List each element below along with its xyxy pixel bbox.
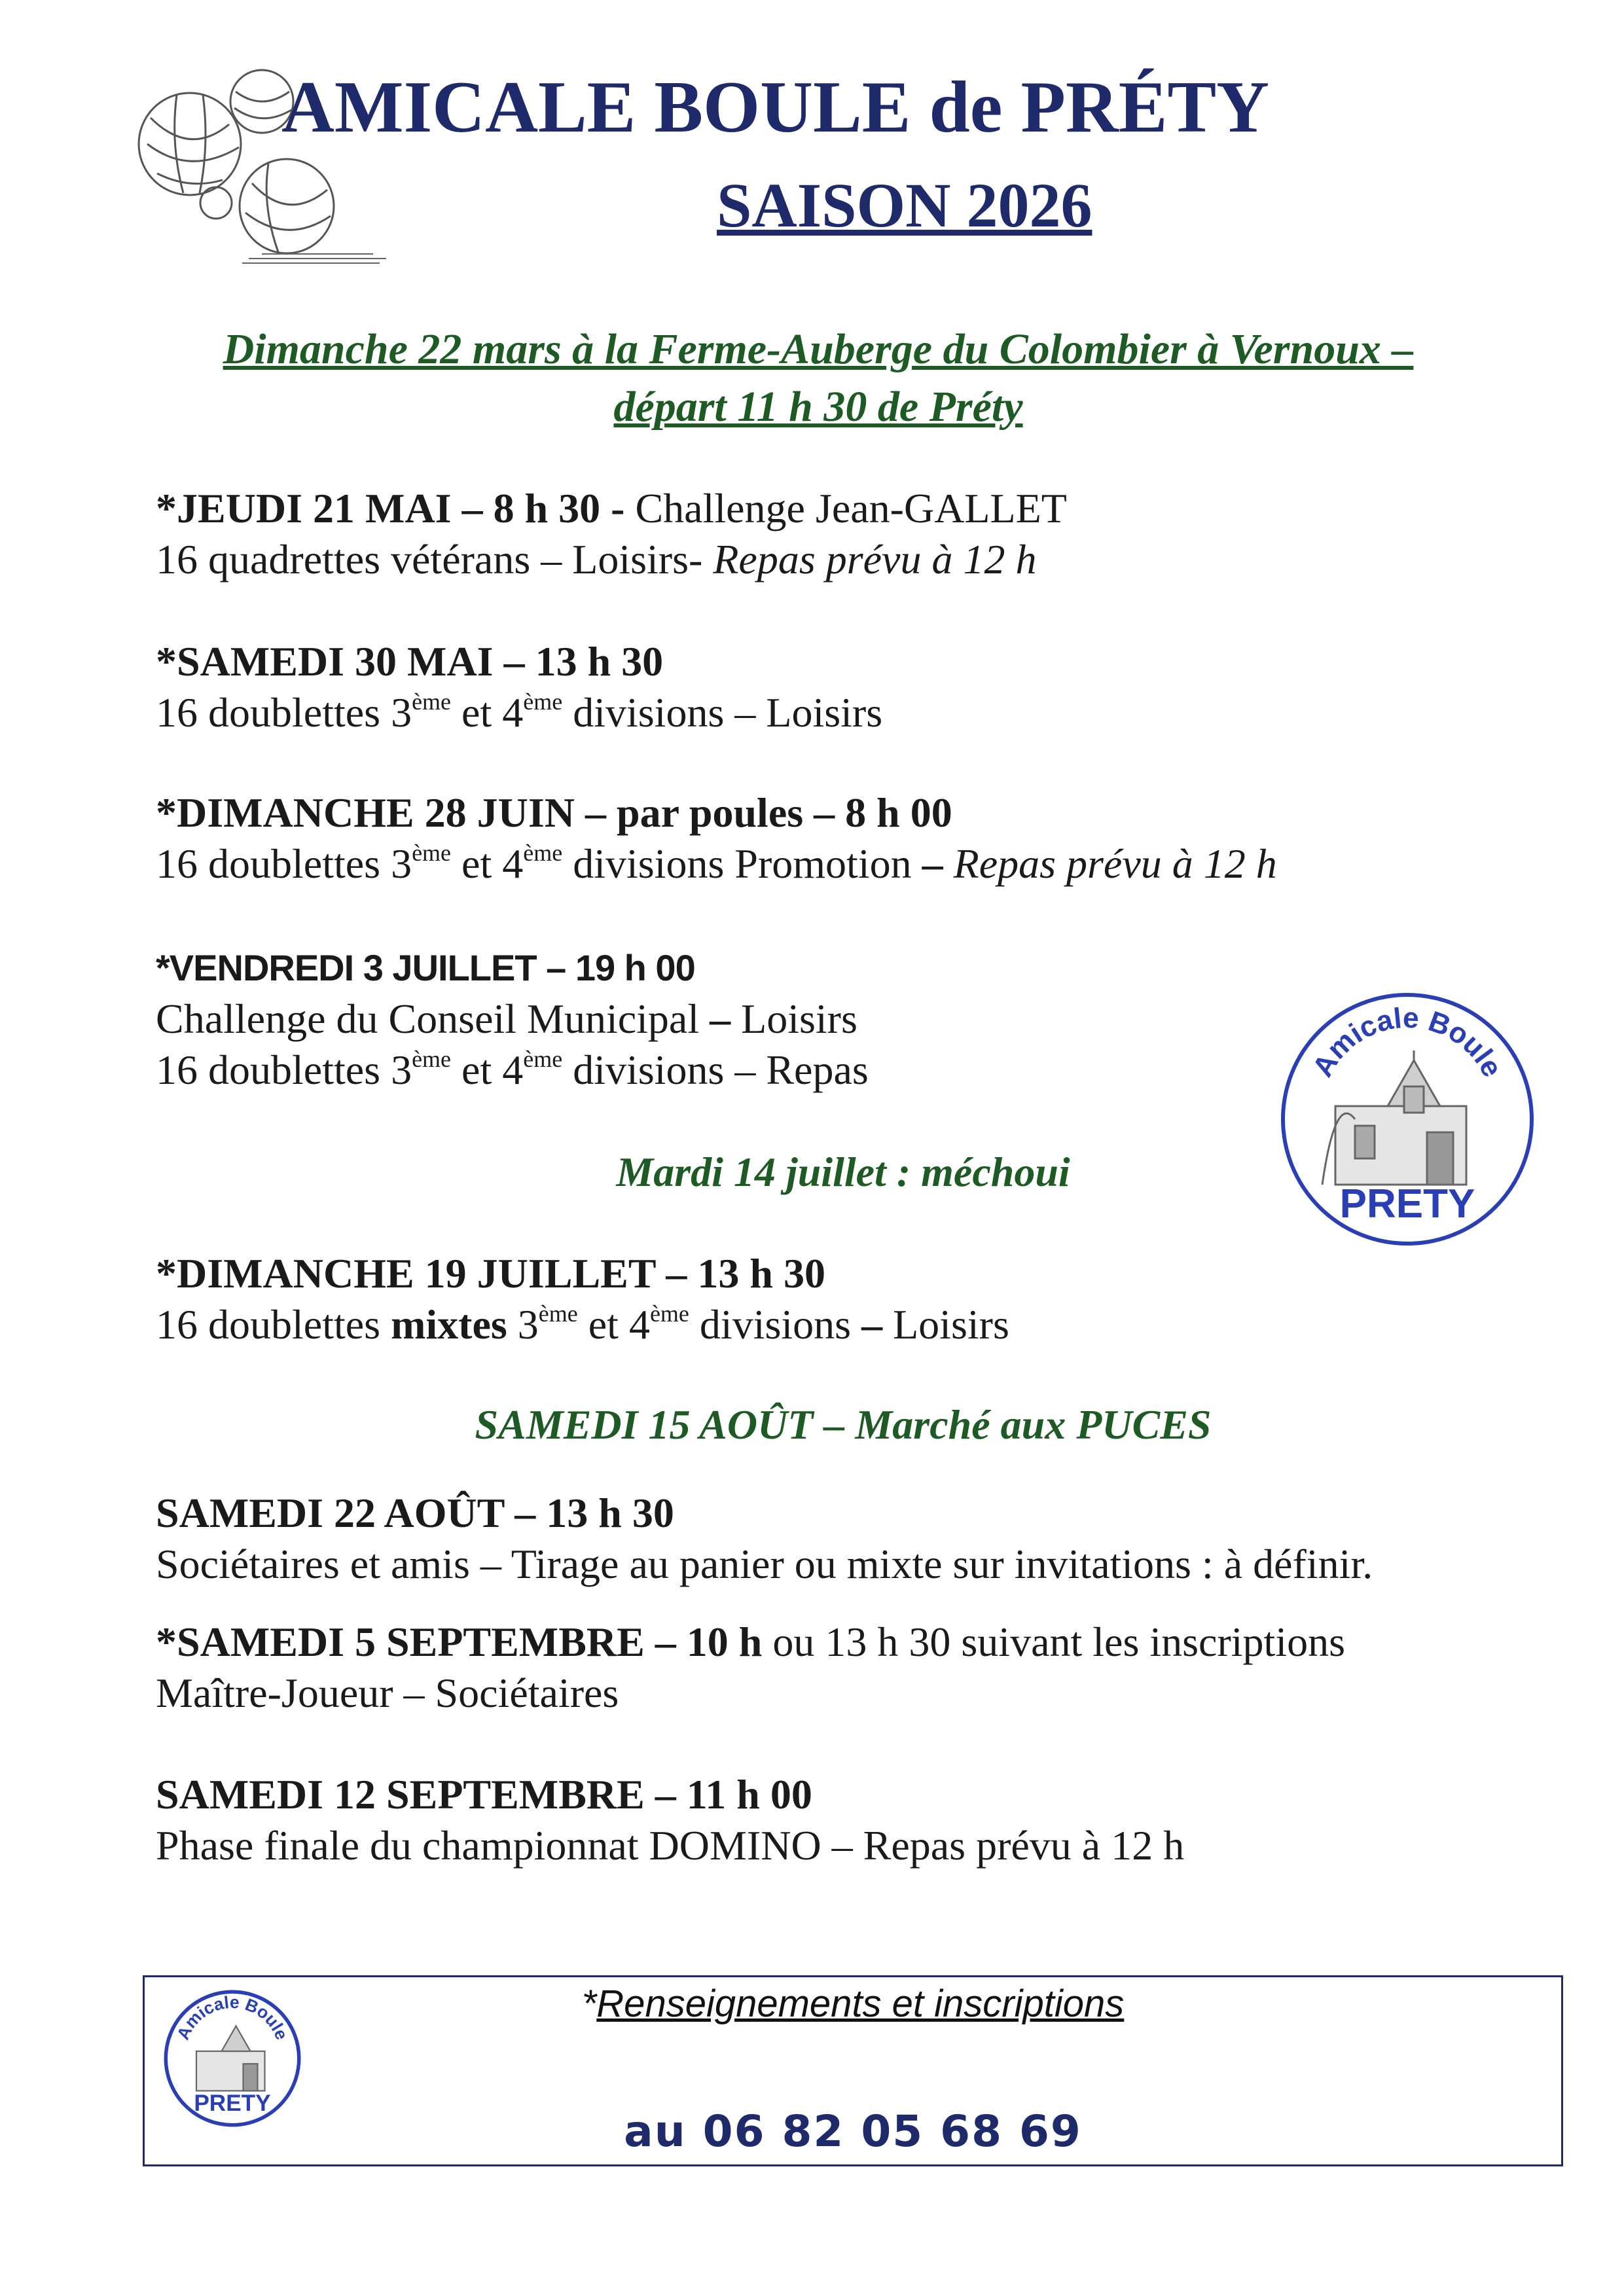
dash: – [922, 840, 943, 887]
event-meal: Repas prévu à 12 h [943, 840, 1277, 887]
event-samedi-5-septembre [156, 1617, 1530, 1719]
contact-label [143, 1982, 1563, 2026]
event-heading: *JEUDI 21 MAI – 8 h 30 - [156, 485, 636, 531]
superscript: ème [523, 689, 563, 715]
page-title: AMICALE BOULE de PRÉTY [281, 67, 1270, 148]
event-heading: *DIMANCHE 28 JUIN – par poules – 8 h 00 [156, 789, 952, 836]
event-details: 3 [507, 1301, 539, 1348]
event-details: 16 doublettes 3 [156, 840, 412, 887]
superscript: ème [412, 689, 452, 715]
logo-bottom-text: PRETY [194, 2090, 271, 2116]
event-heading: *SAMEDI 5 SEPTEMBRE – 10 h [156, 1619, 763, 1665]
event-dimanche-19-juillet [156, 1248, 1530, 1356]
event-details: et 4 [451, 840, 524, 887]
event-meal: Repas prévu à 12 h [713, 536, 1037, 583]
event-mixtes: mixtes [391, 1301, 507, 1348]
event-details: et 4 [451, 689, 524, 736]
superscript: ème [523, 840, 563, 866]
intro-announcement [131, 321, 1506, 436]
event-heading: *SAMEDI 30 MAI – 13 h 30 [156, 638, 664, 685]
event-samedi-30-mai [156, 636, 1530, 744]
superscript: ème [649, 1300, 689, 1327]
event-details: Sociétaires et amis – Tirage au panier ou mixte sur invitations : à définir. [156, 1541, 1373, 1587]
event-details: Maître-Joueur – Sociétaires [156, 1670, 619, 1716]
event-details: divisions [689, 1301, 862, 1348]
event-heading: *VENDREDI 3 JUILLET – 19 h 00 [156, 947, 695, 988]
season-heading: SAISON 2026 [717, 170, 1092, 240]
contact-phone: au 06 82 05 68 69 [624, 2106, 1082, 2157]
event-details: 16 doublettes 3 [156, 689, 412, 736]
event-details: divisions – Loisirs [562, 689, 883, 736]
club-logo [1276, 988, 1538, 1250]
event-heading: SAMEDI 22 AOÛT – 13 h 30 [156, 1490, 674, 1536]
event-details: 16 doublettes [156, 1301, 391, 1348]
event-details: Loisirs [882, 1301, 1009, 1348]
event-details: et 4 [577, 1301, 650, 1348]
intro-line-2: départ 11 h 30 de Préty [613, 383, 1023, 431]
event-samedi-22-aout [156, 1488, 1530, 1590]
dash: – [710, 996, 731, 1042]
event-details: et 4 [451, 1047, 524, 1093]
logo-arc-text: Amicale Boule [173, 1992, 292, 2043]
event-details: divisions – Repas [562, 1047, 869, 1093]
event-details: divisions Promotion [562, 840, 922, 887]
logo-arc-text: Amicale Boule [1306, 1001, 1509, 1083]
event-title: Challenge Jean-GALLET [635, 485, 1067, 531]
puces-announcement: SAMEDI 15 AOÛT – Marché aux PUCES [475, 1401, 1212, 1448]
superscript: ème [523, 1046, 563, 1072]
dash: – [861, 1301, 883, 1348]
event-details: ou 13 h 30 suivant les inscriptions [762, 1619, 1345, 1665]
event-details: 16 quadrettes vétérans – Loisirs- [156, 536, 713, 583]
event-details: 16 doublettes 3 [156, 1047, 412, 1093]
intro-line-1: Dimanche 22 mars à la Ferme-Auberge du Colombier à Vernoux – [223, 325, 1414, 373]
event-heading: SAMEDI 12 SEPTEMBRE – 11 h 00 [156, 1771, 812, 1818]
event-dimanche-28-juin [156, 787, 1530, 895]
event-heading: *DIMANCHE 19 JUILLET – 13 h 30 [156, 1250, 825, 1297]
event-details: Loisirs [731, 996, 857, 1042]
contact-label-text: Renseignements et inscriptions [596, 1982, 1125, 2025]
event-title: Challenge du Conseil Municipal [156, 996, 710, 1042]
event-details: Phase finale du championnat DOMINO – Repas prévu à 12 h [156, 1822, 1185, 1869]
event-jeudi-21-mai [156, 483, 1530, 585]
mechoui-announcement: Mardi 14 juillet : méchoui [616, 1149, 1070, 1195]
superscript: ème [538, 1300, 578, 1327]
logo-bottom-text: PRETY [1339, 1181, 1475, 1227]
event-samedi-12-septembre [156, 1769, 1530, 1871]
superscript: ème [412, 1046, 452, 1072]
asterisk: * [581, 1982, 597, 2025]
superscript: ème [412, 840, 452, 866]
